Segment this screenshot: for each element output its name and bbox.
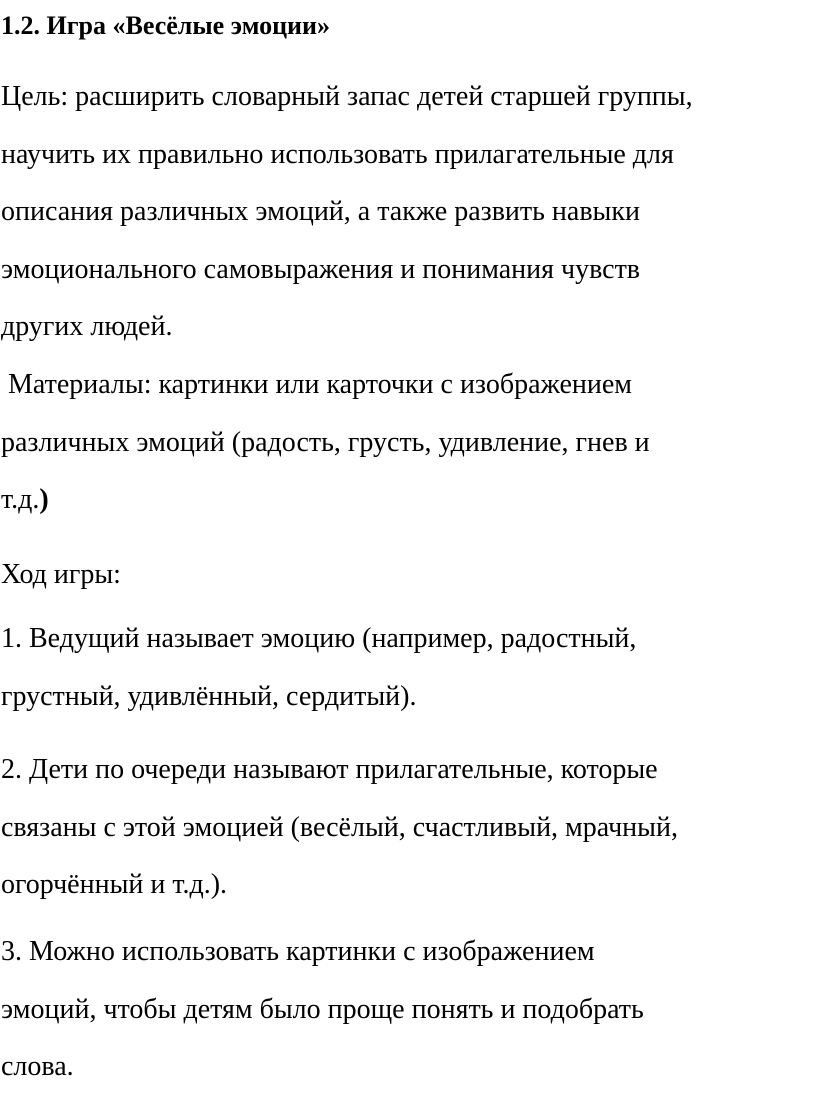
step-2-paragraph xyxy=(1,741,811,914)
materials-paragraph xyxy=(1,356,811,529)
step-3-paragraph xyxy=(1,923,811,1096)
step-line: эмоций, чтобы детям было проще понять и подобрать xyxy=(1,993,644,1025)
section-title: 1.2. Игра «Весёлые эмоции» xyxy=(1,11,331,40)
goal-line: других людей. xyxy=(1,311,173,343)
step-line: 2. Дети по очереди называют прилагательные, которые xyxy=(1,754,658,785)
goal-paragraph xyxy=(1,68,811,356)
goal-line: Цель: расширить словарный запас детей старшей группы, xyxy=(1,81,693,112)
goal-line: эмоционального самовыражения и понимания чувств xyxy=(1,253,641,285)
step-line: 1. Ведущий называет эмоцию (например, радостный, xyxy=(1,623,637,654)
materials-line: Материалы: картинки или карточки с изображением xyxy=(1,369,633,400)
goal-line: описания различных эмоций, а также развить навыки xyxy=(1,196,640,228)
goal-line: научить их правильно использовать прилагательные для xyxy=(1,138,674,170)
game-course-heading xyxy=(1,546,811,604)
materials-line: различных эмоций (радость, грусть, удивление, гнев и xyxy=(1,426,650,458)
materials-closing-paren: ) xyxy=(39,484,49,516)
step-line: связаны с этой эмоцией (весёлый, счастливый, мрачный, xyxy=(1,811,678,843)
step-line: слова. xyxy=(1,1051,74,1083)
materials-line-last xyxy=(1,471,811,529)
step-1-paragraph xyxy=(1,610,811,725)
materials-last-text: т.д. xyxy=(1,484,40,516)
step-line: грустный, удивлённый, сердитый). xyxy=(1,680,417,712)
game-course-heading-text: Ход игры: xyxy=(1,559,121,590)
step-line: 3. Можно использовать картинки с изображением xyxy=(1,936,595,967)
step-line: огорчённый и т.д.). xyxy=(1,869,228,901)
